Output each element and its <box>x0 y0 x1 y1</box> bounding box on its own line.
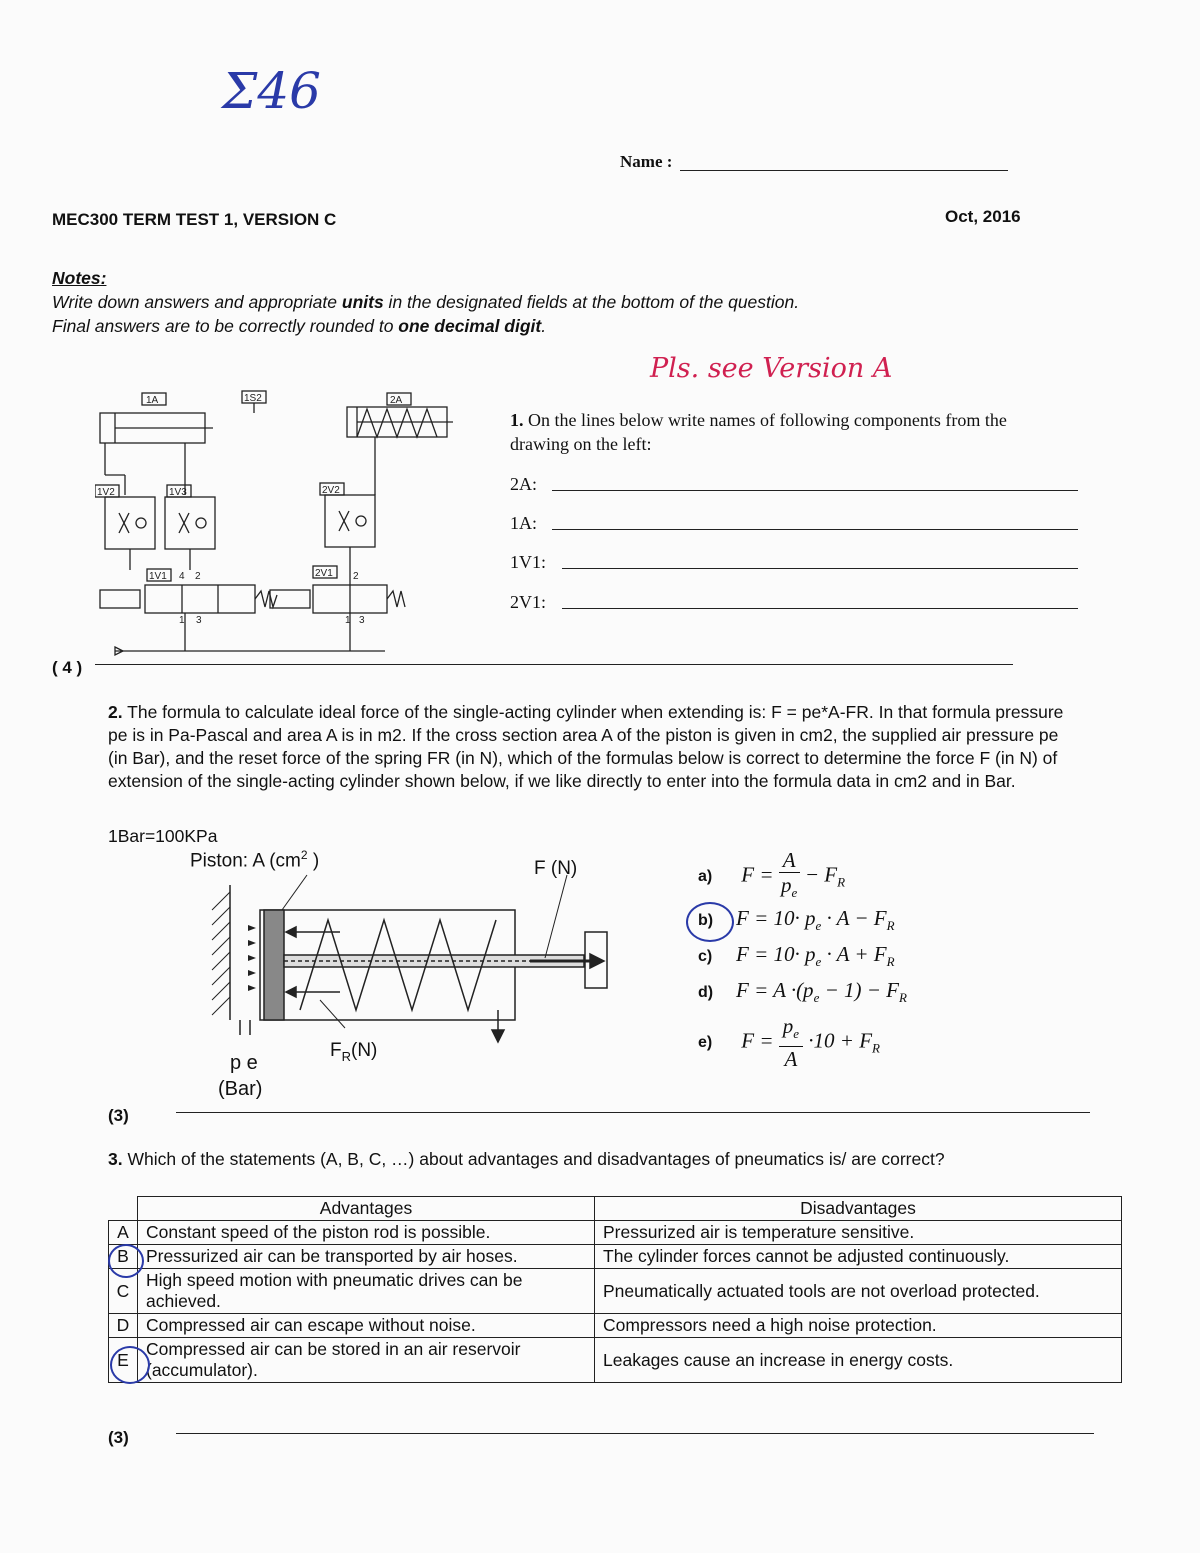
q1-text: On the lines below write names of following components from the drawing on the left: <box>510 410 1007 454</box>
option-sub: e <box>815 918 822 934</box>
port-1: 1 <box>179 615 185 626</box>
option-formula: F = 10· p <box>736 942 816 966</box>
label-1v2: 1V2 <box>97 487 115 498</box>
pneumatic-circuit-diagram <box>95 385 465 665</box>
column-advantages: Advantages <box>138 1197 595 1221</box>
notes-line-1 <box>52 290 799 314</box>
piston-label-text: Piston: A (cm <box>190 850 301 872</box>
label-2v2: 2V2 <box>322 485 340 496</box>
option-tail-sub: R <box>872 1040 880 1056</box>
advantage-cell: Compressed air can escape without noise. <box>138 1314 595 1338</box>
table-row[interactable] <box>109 1314 1122 1338</box>
notes-text: Write down answers and appropriate <box>52 292 342 312</box>
table-row[interactable] <box>109 1245 1122 1269</box>
notes-text: in the designated fields at the bottom of the question. <box>383 292 800 312</box>
q3-text: Which of the statements (A, B, C, …) about advantages and disadvantages of pneumatics is/ are correct? <box>127 1149 945 1169</box>
fraction-denominator: A <box>784 1047 798 1072</box>
fr-label-sub: R <box>341 1048 351 1064</box>
single-acting-cylinder-figure <box>200 870 630 1070</box>
row-letter: E <box>109 1338 138 1383</box>
option-label: a) <box>698 868 713 886</box>
label-1v1: 1V1 <box>149 571 167 582</box>
option-rest: − 1) − F <box>819 978 900 1002</box>
fraction-numerator-sub: e <box>793 1026 800 1042</box>
q2-question <box>108 701 1068 793</box>
port-3: 3 <box>196 615 202 626</box>
option-fraction <box>779 1014 803 1071</box>
handwritten-note: Pls. see Version A <box>650 353 893 384</box>
name-label: Name : <box>620 152 673 171</box>
q1-marks: ( 4 ) <box>52 658 83 677</box>
label-1a: 1A <box>146 395 159 406</box>
label-2v1: 2V1 <box>315 568 333 579</box>
option-label: c) <box>698 948 713 965</box>
fraction-denominator-sub: e <box>791 885 798 901</box>
option-fraction <box>779 848 800 905</box>
disadvantage-cell: Leakages cause an increase in energy costs. <box>595 1338 1122 1383</box>
port-4: 4 <box>179 571 185 582</box>
table-header-row <box>109 1197 1122 1221</box>
advantage-cell: Compressed air can be stored in an air reservoir (accumulator). <box>138 1338 595 1383</box>
table-corner <box>109 1197 138 1221</box>
disadvantage-cell: Pneumatically actuated tools are not overload protected. <box>595 1269 1122 1314</box>
q2-option-a[interactable] <box>698 848 845 905</box>
option-formula: F = 10· p <box>736 906 816 930</box>
q2-answer-line[interactable] <box>176 1112 1090 1113</box>
course-title: MEC300 TERM TEST 1, VERSION C <box>52 210 337 229</box>
option-tail: − F <box>804 862 838 887</box>
q1-number: 1. <box>510 410 524 430</box>
notes-bold: units <box>341 292 384 312</box>
port-1b: 1 <box>345 615 351 626</box>
notes-bold: one decimal digit <box>398 316 542 336</box>
label-2a: 2A <box>390 395 403 406</box>
q1-field-2v1[interactable] <box>562 608 1078 609</box>
answer-circle-E <box>110 1346 150 1384</box>
fr-label-unit: (N) <box>351 1040 378 1061</box>
table-row[interactable] <box>109 1269 1122 1314</box>
q1-field-2a[interactable] <box>552 490 1078 491</box>
q1-field-2v1-label: 2V1: <box>510 592 546 612</box>
option-formula: F = A ·(p <box>736 978 814 1002</box>
pneumatics-statements-table <box>108 1196 1122 1383</box>
option-sub: e <box>813 990 820 1006</box>
flow-control-1v2 <box>105 497 155 549</box>
disadvantage-cell: Compressors need a high noise protection. <box>595 1314 1122 1338</box>
q1-question <box>510 408 1070 456</box>
q2-number: 2. <box>108 702 123 722</box>
q1-answer-line[interactable] <box>95 664 1013 665</box>
name-field-line[interactable] <box>680 170 1008 171</box>
option-tail-sub: R <box>837 874 846 890</box>
port-2: 2 <box>195 571 201 582</box>
piston-label-close: ) <box>307 850 320 872</box>
q1-field-1v1-label: 1V1: <box>510 552 546 572</box>
flow-control-1v3 <box>165 497 215 549</box>
q2-text: The formula to calculate ideal force of the single-acting cylinder when extending is: F = pe*A-FR. In that formula pressure pe is in Pa-Pascal and area A is in m2. If the cross section area A of the piston is given in cm2, the supplied air pressure pe (in Bar), and the reset force of the spring FR (in N), which of the formulas below is correct to determine the force F (in N) of extension of the single-acting cylinder shown below, if we like directly to enter into the formula data in cm2 and in Bar. <box>108 702 1064 791</box>
bar-label: (Bar) <box>218 1078 263 1100</box>
option-formula: F = <box>741 1028 779 1053</box>
piston-label-sup: 2 <box>300 848 308 862</box>
q3-number: 3. <box>108 1149 123 1169</box>
option-rest-sub: R <box>899 990 907 1006</box>
row-letter: A <box>109 1221 138 1245</box>
advantage-cell: Constant speed of the piston rod is possible. <box>138 1221 595 1245</box>
q2-option-e[interactable] <box>698 1014 880 1071</box>
notes-heading: Notes: <box>52 268 107 288</box>
notes-block <box>52 266 799 338</box>
port-2b: 2 <box>353 571 359 582</box>
fraction-numerator: A <box>779 848 800 873</box>
option-formula: F = <box>741 862 779 887</box>
notes-text: Final answers are to be correctly rounded to <box>52 316 399 336</box>
fr-label <box>330 1040 377 1064</box>
flow-control-2v2 <box>325 495 375 547</box>
option-rest-sub: R <box>886 954 895 970</box>
table-row[interactable] <box>109 1338 1122 1383</box>
q2-conversion: 1Bar=100KPa <box>108 826 218 846</box>
option-label: e) <box>698 1034 713 1052</box>
column-disadvantages: Disadvantages <box>595 1197 1122 1221</box>
advantage-cell: Pressurized air can be transported by air hoses. <box>138 1245 595 1269</box>
force-label: F (N) <box>534 858 578 879</box>
disadvantage-cell: The cylinder forces cannot be adjusted continuously. <box>595 1245 1122 1269</box>
option-rest-sub: R <box>886 918 895 934</box>
disadvantage-cell: Pressurized air is temperature sensitive. <box>595 1221 1122 1245</box>
q3-question <box>108 1149 1068 1170</box>
notes-text: . <box>541 316 547 336</box>
table-row[interactable] <box>109 1221 1122 1245</box>
notes-line-2 <box>52 314 799 338</box>
q1-field-2a-label: 2A: <box>510 474 537 494</box>
port-3b: 3 <box>359 615 365 626</box>
answer-circle-B <box>108 1244 144 1278</box>
row-letter: C <box>109 1269 138 1314</box>
q1-field-1v1[interactable] <box>562 568 1078 569</box>
test-date: Oct, 2016 <box>945 207 1021 226</box>
valve-1v1 <box>145 585 255 613</box>
q1-field-1a[interactable] <box>552 529 1078 530</box>
q2-option-c[interactable] <box>698 942 895 970</box>
fr-label-text: F <box>330 1040 342 1061</box>
label-1s2: 1S2 <box>244 393 262 404</box>
option-rest: · A + F <box>821 942 887 966</box>
pe-label: p e <box>230 1052 258 1074</box>
q2-marks: (3) <box>108 1106 129 1125</box>
q1-field-1a-label: 1A: <box>510 513 537 533</box>
handwritten-score: Σ46 <box>222 62 321 120</box>
q2-option-d[interactable] <box>698 978 907 1006</box>
answer-circle-b <box>686 902 734 942</box>
option-label: b) <box>698 912 714 929</box>
option-sub: e <box>815 954 822 970</box>
q3-answer-line[interactable] <box>176 1433 1094 1434</box>
row-letter: D <box>109 1314 138 1338</box>
option-tail: ·10 + F <box>808 1028 873 1053</box>
q3-marks: (3) <box>108 1428 129 1447</box>
label-1v3: 1V3 <box>169 487 187 498</box>
row-letter: B <box>109 1245 138 1269</box>
option-rest: · A − F <box>821 906 887 930</box>
fraction-numerator: p <box>782 1014 794 1038</box>
advantage-cell: High speed motion with pneumatic drives can be achieved. <box>138 1269 595 1314</box>
option-label: d) <box>698 984 714 1001</box>
piston-label <box>190 848 319 872</box>
fraction-denominator: p <box>781 873 792 897</box>
